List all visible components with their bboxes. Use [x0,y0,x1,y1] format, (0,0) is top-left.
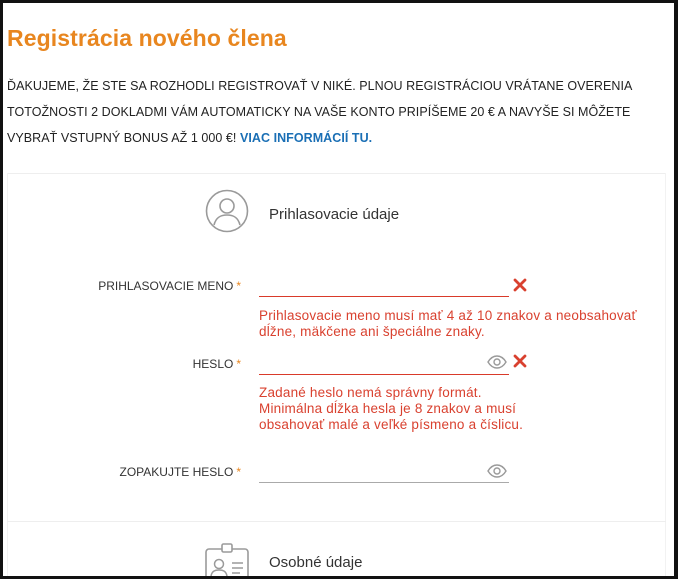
username-input[interactable] [259,273,509,297]
required-mark: * [236,279,241,293]
username-label-text: PRIHLASOVACIE MENO [98,279,234,293]
section-divider [7,521,666,522]
error-x-icon [513,278,527,292]
password-label-text: HESLO [192,357,234,371]
password-repeat-label [120,465,241,479]
required-mark: * [236,357,241,371]
login-section-title: Prihlasovacie údaje [269,206,400,223]
required-mark: * [236,465,241,479]
password-label [193,357,241,371]
error-x-icon [513,354,527,368]
intro-text [7,73,675,151]
more-info-link[interactable]: VIAC INFORMÁCIÍ TU. [240,131,373,145]
show-password-eye-icon[interactable] [487,355,507,369]
user-icon [205,189,249,233]
password-error-message: Zadané heslo nemá správny formát. Minimálna dĺžka hesla je 8 znakov a musí obsahovať malé a veľké písmeno a číslicu. [259,385,524,432]
password-input[interactable] [259,351,509,375]
password-repeat-input[interactable] [259,459,509,483]
show-password-eye-icon[interactable] [487,464,507,478]
section-divider [7,173,666,174]
username-label [98,279,241,293]
personal-section-title: Osobné údaje [269,554,363,571]
id-card-icon [205,543,249,579]
intro-paragraph: ĎAKUJEME, ŽE STE SA ROZHODLI REGISTROVAŤ V NIKÉ. PLNOU REGISTRÁCIOU VRÁTANE OVERENIA TOTOŽNOSTI 2 DOKLADMI VÁM AUTOMATICKY NA VAŠE KONTO PRIPÍŠEME 20 € A NAVYŠE SI MÔŽETE VYBRAŤ VSTUPNÝ BONUS AŽ 1 000 €! [7,79,632,145]
username-error-message: Prihlasovacie meno musí mať 4 až 10 znakov a neobsahovať dĺžne, mäkčene ani špeciálne znaky. [259,308,637,339]
page-title: Registrácia nového člena [7,25,287,51]
card-left-edge [7,173,8,576]
card-right-edge [665,173,666,576]
password-repeat-label-text: ZOPAKUJTE HESLO [119,465,234,479]
